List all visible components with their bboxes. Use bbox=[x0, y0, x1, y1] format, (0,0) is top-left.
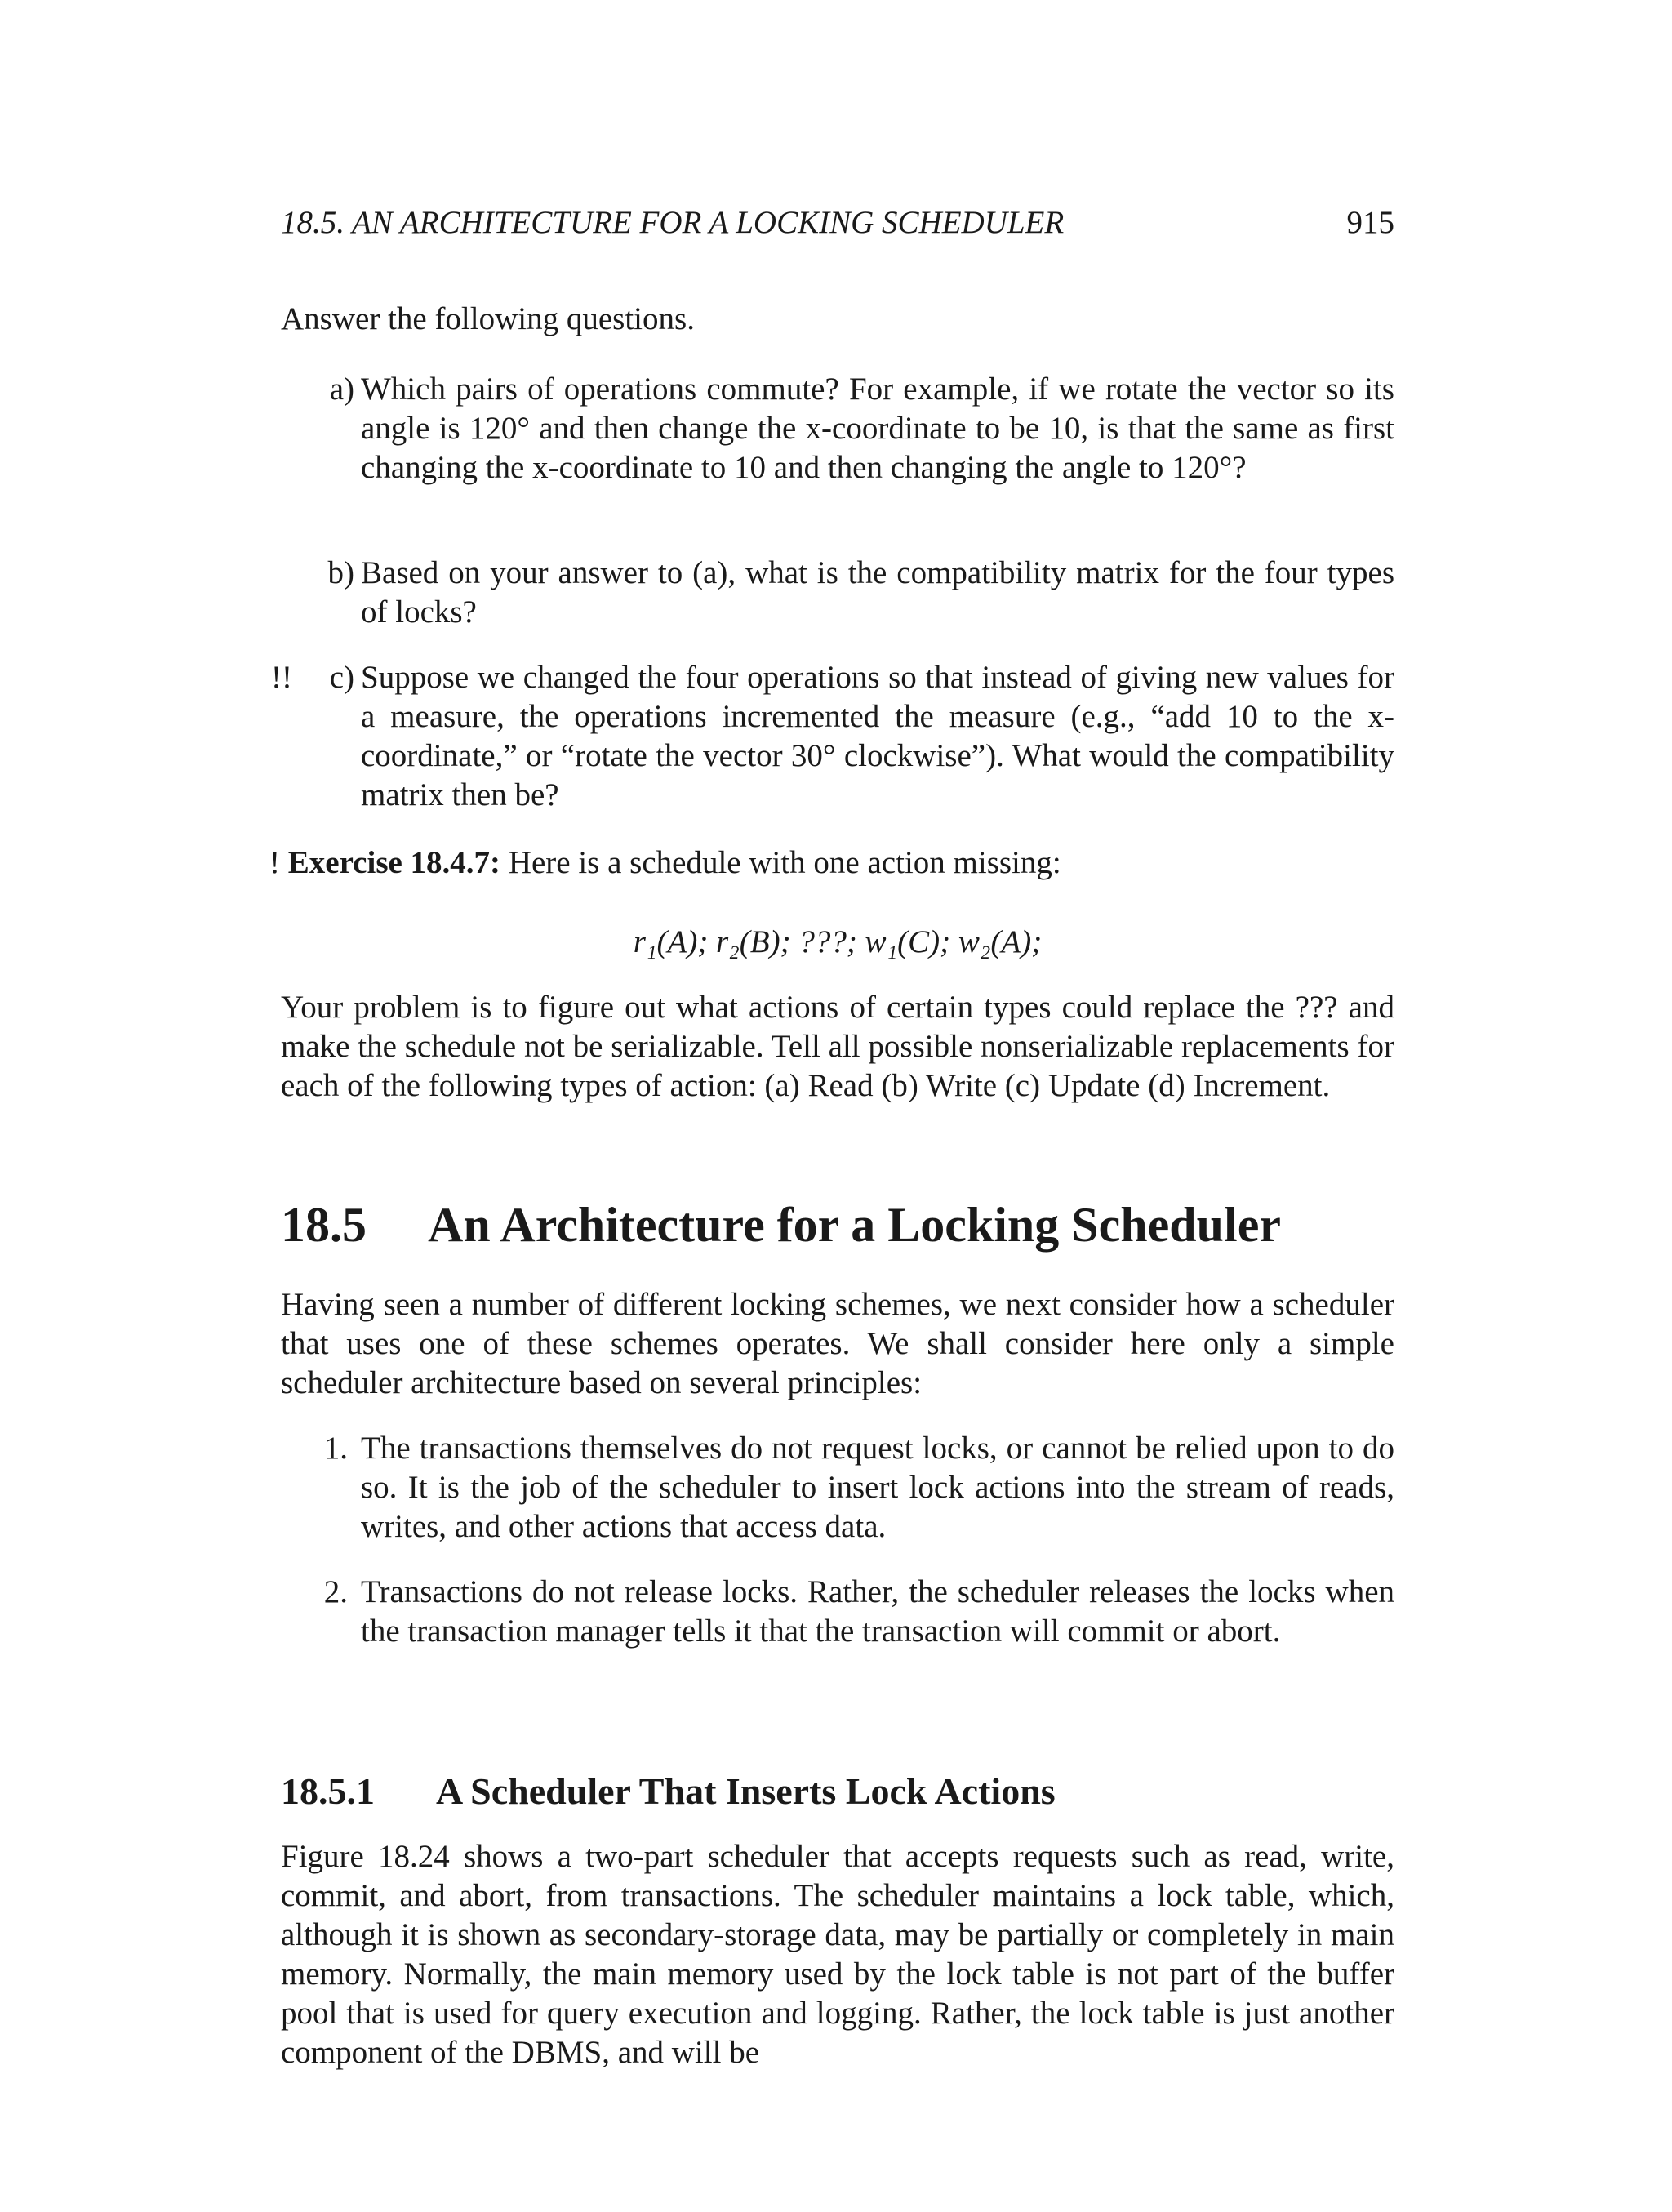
question-marker: a) bbox=[329, 372, 354, 407]
question-text: Based on your answer to (a), what is the compatibility matrix for the four types of locks? bbox=[361, 555, 1394, 630]
section-intro: Having seen a number of different locking schemes, we next consider how a scheduler that uses one of these schemes operates. We shall consider here only a simple scheduler architecture based on several principles: bbox=[281, 1287, 1394, 1400]
running-title: 18.5. AN ARCHITECTURE FOR A LOCKING SCHEDULER bbox=[281, 205, 1065, 240]
principle-2 bbox=[323, 1573, 1394, 1651]
principle-1 bbox=[323, 1429, 1394, 1547]
difficulty-mark: !! bbox=[271, 660, 292, 695]
subsection-title: A Scheduler That Inserts Lock Actions bbox=[436, 1770, 1056, 1812]
subsection-paragraph: Figure 18.24 shows a two-part scheduler that accepts requests such as read, write, commit, and abort, from transactions. The scheduler maintains a lock table, which, although it is shown as secondary-storage data, may be partially or completely in main memory. Normally, the main memory used by the lock table is not part of the buffer pool that is used for query execution and logging. Rather, the lock table is just another component of the DBMS, and will be bbox=[281, 1839, 1394, 2070]
exercise-heading bbox=[269, 843, 1394, 883]
section-title: An Architecture for a Locking Scheduler bbox=[428, 1198, 1281, 1252]
section-heading bbox=[281, 1196, 1394, 1253]
exercise-label: Exercise 18.4.7: bbox=[287, 845, 501, 880]
subsection-heading bbox=[281, 1769, 1394, 1814]
question-marker: b) bbox=[327, 555, 354, 590]
exercise-text: Here is a schedule with one action missing: bbox=[508, 845, 1061, 880]
question-text: Which pairs of operations commute? For example, if we rotate the vector so its angle is 120° and then change the x-coordinate to be 10, is that the same as first changing the x-coordinate to 10 and then changing the angle to 120°? bbox=[361, 372, 1394, 485]
question-marker: c) bbox=[329, 660, 354, 695]
difficulty-mark: ! bbox=[269, 845, 280, 880]
running-header bbox=[281, 204, 1394, 245]
schedule-formula: r₁(A); r₂(B); ???; w₁(C); w₂(A); bbox=[633, 924, 1043, 959]
question-a bbox=[329, 370, 1394, 487]
question-text: Suppose we changed the four operations so that instead of giving new values for a measure, the operations incremented the measure (e.g., “add 10 to the x-coordinate,” or “rotate the vector 30° clockwise”). What would the compatibility matrix then be? bbox=[361, 660, 1394, 812]
exercise-followup: Your problem is to figure out what actions of certain types could replace the ??? and make the schedule not be serializable. Tell all possible nonserializable replacements for each of the following types of action: (a) Read (b) Write (c) Update (d) Increment. bbox=[281, 990, 1394, 1103]
principle-text: Transactions do not release locks. Rather, the scheduler releases the locks when the transaction manager tells it that the transaction will commit or abort. bbox=[361, 1574, 1394, 1649]
principle-marker: 2. bbox=[323, 1574, 348, 1609]
questions-intro: Answer the following questions. bbox=[281, 301, 695, 336]
principle-text: The transactions themselves do not request locks, or cannot be relied upon to do so. It is the job of the scheduler to insert lock actions into the stream of reads, writes, and other actions that access data. bbox=[361, 1431, 1394, 1544]
principle-marker: 1. bbox=[323, 1431, 348, 1466]
question-c bbox=[271, 658, 1394, 815]
subsection-number: 18.5.1 bbox=[281, 1770, 375, 1812]
section-number: 18.5 bbox=[281, 1198, 367, 1252]
question-b bbox=[327, 554, 1394, 632]
page-number: 915 bbox=[1346, 205, 1394, 240]
